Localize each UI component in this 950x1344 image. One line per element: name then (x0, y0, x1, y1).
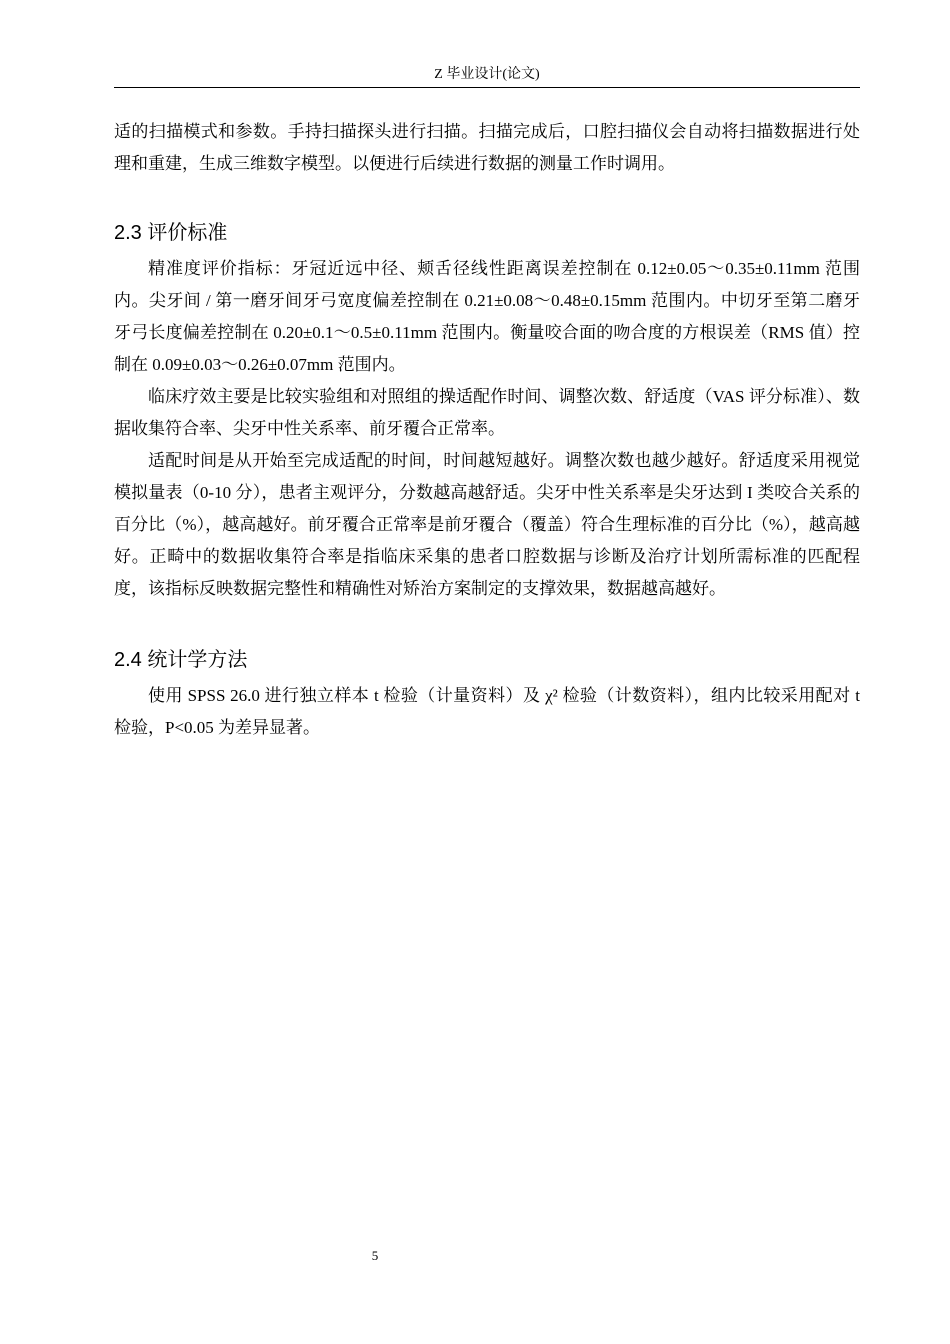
section-heading-2-4: 2.4 统计学方法 (114, 649, 248, 671)
paragraph-metric-definitions: 适配时间是从开始至完成适配的时间，时间越短越好。调整次数也越少越好。舒适度采用视觉模拟量表（0-10 分），患者主观评分，分数越高越舒适。尖牙中性关系率是尖牙达到 I 类咬合关系的百分比（%），越高越好。前牙覆合正常率是前牙覆合（覆盖）符合生理标准的百分比（%），越高越好。正畸中的数据收集符合率是指临床采集的患者口腔数据与诊断及治疗计划所需标准的匹配程度，该指标反映数据完整性和精确性对矫治方案制定的支撑效果，数据越高越好。 (114, 451, 860, 598)
running-header: Z 毕业设计(论文) (434, 67, 540, 82)
paragraph-statistics: 使用 SPSS 26.0 进行独立样本 t 检验（计量资料）及 χ² 检验（计数资料），组内比较采用配对 t 检验，P<0.05 为差异显著。 (114, 686, 860, 737)
page-number: 5 (371, 1248, 379, 1263)
intro-paragraph: 适的扫描模式和参数。手持扫描探头进行扫描。扫描完成后，口腔扫描仪会自动将扫描数据进行处理和重建，生成三维数字模型。以便进行后续进行数据的测量工作时调用。 (114, 122, 860, 173)
section-heading-2-3: 2.3 评价标准 (114, 222, 228, 244)
header-rule (114, 87, 860, 88)
page-body (114, 116, 860, 744)
paragraph-clinical-efficacy: 临床疗效主要是比较实验组和对照组的操适配作时间、调整次数、舒适度（VAS 评分标准）、数据收集符合率、尖牙中性关系率、前牙覆合正常率。 (114, 387, 860, 438)
paragraph-accuracy-criteria: 精准度评价指标：牙冠近远中径、颊舌径线性距离误差控制在 0.12±0.05～0.35±0.11mm 范围内。尖牙间 / 第一磨牙间牙弓宽度偏差控制在 0.21±0.08～0.48±0.15mm 范围内。中切牙至第二磨牙牙弓长度偏差控制在 0.20±0.1～0.5±0.11mm 范围内。衡量咬合面的吻合度的方根误差（RMS 值）控制在 0.09±0.03～0.26±0.07mm 范围内。 (114, 259, 860, 374)
